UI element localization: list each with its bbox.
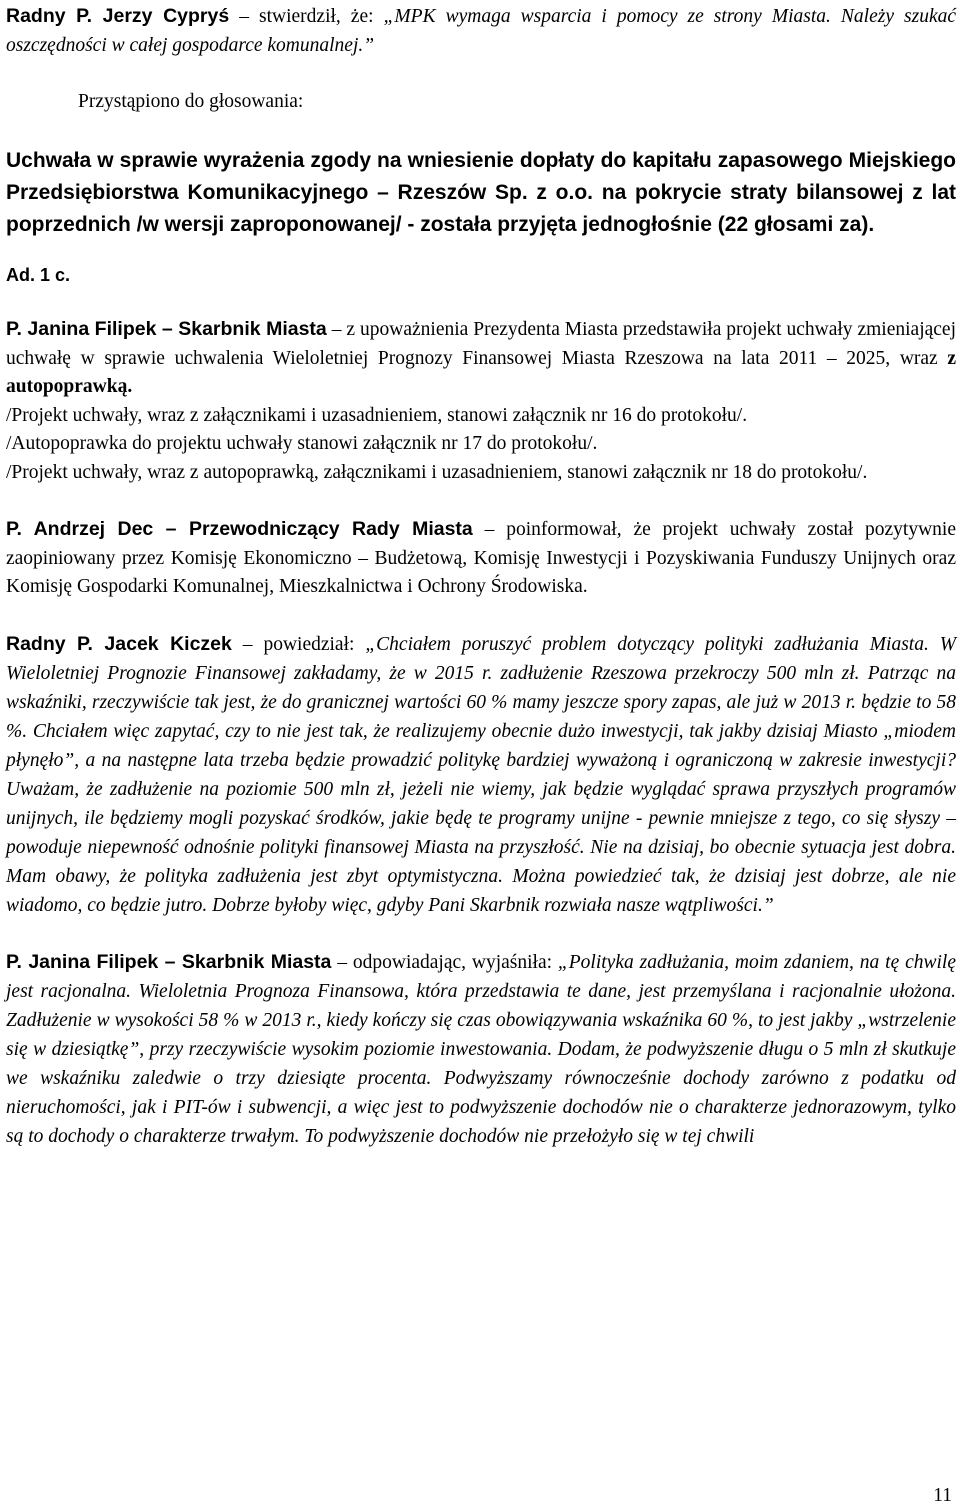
paragraph-bold-end: z autopoprawką.	[6, 347, 956, 397]
speaker-name: Radny P. Jacek Kiczek	[6, 632, 232, 655]
speaker-name: Radny P. Jerzy Cypryś	[6, 5, 230, 27]
paragraph-text: – z upoważnienia Prezydenta Miasta przedstawiła projekt uchwały zmieniającej uchwałę w sprawie uchwalenia Wieloletniej Prognozy Finansowej Miasta Rzeszowa na lata 2011 – 2025, wraz	[6, 319, 956, 369]
speaker-name: P. Janina Filipek – Skarbnik Miasta	[6, 950, 332, 973]
vote-intro: Przystąpiono do głosowania:	[78, 91, 304, 112]
speech-verb: – odpowiadając, wyjaśniła:	[331, 951, 558, 973]
speaker-name: P. Janina Filipek – Skarbnik Miasta	[6, 318, 327, 340]
document-page	[6, 0, 956, 1151]
speech-quote: „Polityka zadłużania, moim zdaniem, na tę chwilę jest racjonalna. Wieloletnia Prognoza Finansowa, która przedstawia te dane, jest przemyślana i racjonalnie ułożona. Zadłużenie w wysokości 58 % w 2013 r., kiedy kończy się czas obowiązywania wskaźnika 60 %, to jest jakby „wstrzelenie się w dziesiątkę”, przy rzeczywiście wysokim poziomie inwestowania. Dodam, że podwyższenie długu o 5 mln zł skutkuje we wskaźniku zaledwie o trzy dziesiąte procenta. Podwyższamy równocześnie dochody zarówno z podatku od nieruchomości, jak i PIT-ów i subwencji, a więc jest to podwyższenie dochodów nie o charakterze jednorazowym, tylko są to dochody o charakterze trwałym. To podwyższenie dochodów nie przełożyło się w tej chwili	[6, 951, 956, 1147]
paragraph-kiczek	[6, 630, 956, 920]
speech-verb: – powiedział:	[231, 633, 366, 655]
agenda-item-heading: Ad. 1 c.	[6, 264, 71, 285]
page-number: 11	[933, 1485, 952, 1506]
paragraph-dec	[6, 515, 956, 602]
speech-quote: „MPK wymaga wsparcia i pomocy ze strony Miasta. Należy szukać oszczędności w całej gospodarce komunalnej.”	[6, 6, 957, 56]
paragraph-filipek-2	[6, 948, 956, 1151]
speech-verb: – stwierdził, że:	[229, 6, 384, 27]
attachment-note: /Autopoprawka do projektu uchwały stanowi załącznik nr 17 do protokołu/.	[6, 433, 598, 454]
speaker-name: P. Andrzej Dec – Przewodniczący Rady Miasta	[6, 518, 473, 540]
resolution-paragraph: Uchwała w sprawie wyrażenia zgody na wniesienie dopłaty do kapitału zapasowego Miejskiego Przedsiębiorstwa Komunikacyjnego – Rzeszów Sp. z o.o. na pokrycie straty bilansowej z lat poprzednich /w wersji zaproponowanej/ - została przyjęta jednogłośnie (22 głosami za).	[6, 148, 956, 236]
speech-quote: „Chciałem poruszyć problem dotyczący polityki zadłużania Miasta. W Wieloletniej Prognozie Finansowej zakładamy, że w 2015 r. zadłużenie Rzeszowa przekroczy 500 mln zł. Patrząc na wskaźniki, rzeczywiście tak jest, że do granicznej wartości 60 % mamy jeszcze spory zapas, ale już w 2013 r. będzie to 58 %. Chciałem więc zapytać, czy to nie jest tak, że realizujemy obecnie dużo inwestycji, tak jakby dzisiaj Miasto „miodem płynęło”, a na następne lata trzeba będzie prowadzić politykę bardziej wyważoną i ograniczoną w zakresie inwestycji? Uważam, że zadłużenie na poziomie 500 mln zł, jeżeli nie wiemy, jak będzie wyglądać sprawa przyszłych programów unijnych, ile będziemy mogli pozyskać środków, jakie będę te programy unijne - pewnie mniejsze z tego, co się słyszy –powoduje niepewność odnośnie polityki finansowej Miasta na przyszłość. Nie na dzisiaj, bo obecnie sytuacja jest dobra. Mam obawy, że polityka zadłużenia jest zbyt optymistyczna. Można powiedzieć tak, że dzisiaj jest dobrze, ale nie wiadomo, co będzie jutro. Dobrze byłoby więc, gdyby Pani Skarbnik rozwiała nasze wątpliwości.”	[6, 633, 956, 916]
attachment-note: /Projekt uchwały, wraz z autopoprawką, załącznikami i uzasadnieniem, stanowi załącznik nr 18 do protokołu/.	[6, 461, 868, 483]
paragraph-cyprys	[6, 2, 956, 60]
paragraph-text: – poinformował, że projekt uchwały został pozytywnie zaopiniowany przez Komisję Ekonomiczno – Budżetową, Komisję Inwestycji i Pozyskiwania Funduszy Unijnych oraz Komisję Gospodarki Komunalnej, Mieszkalnictwa i Ochrony Środowiska.	[6, 519, 956, 597]
paragraph-filipek-1	[6, 315, 956, 487]
attachment-note: /Projekt uchwały, wraz z załącznikami i uzasadnieniem, stanowi załącznik nr 16 do protokołu/.	[6, 404, 748, 426]
